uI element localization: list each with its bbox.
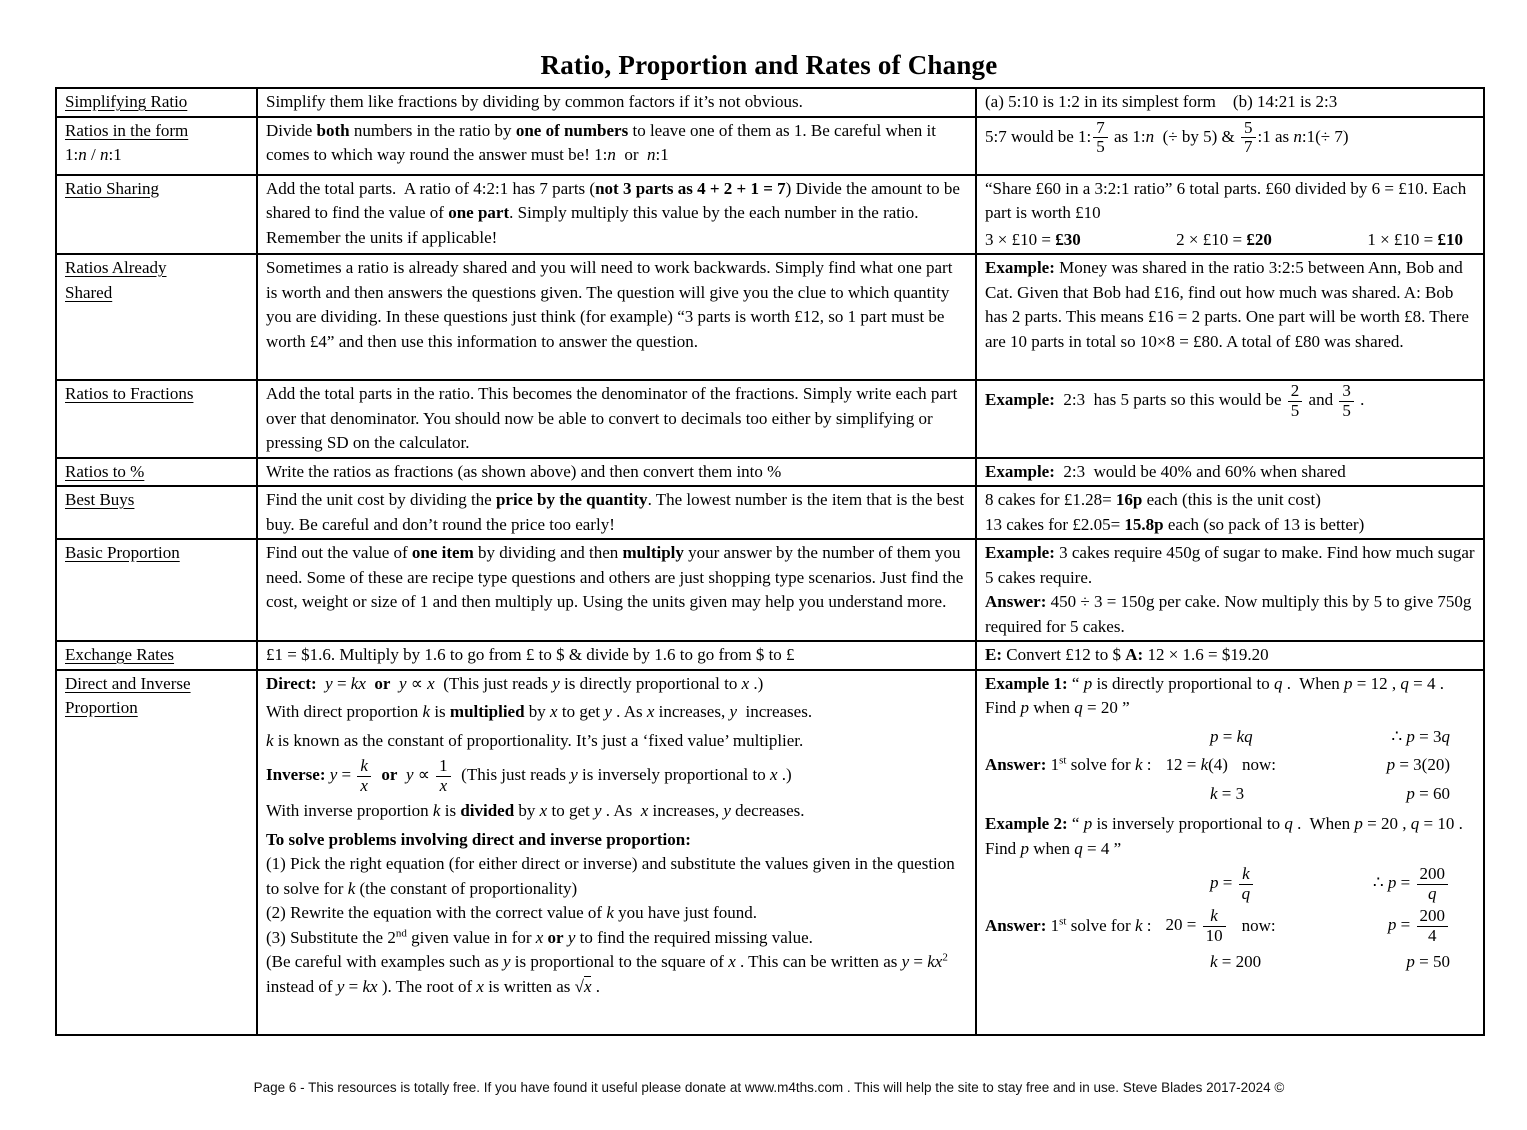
example-cell: Example: Money was shared in the ratio 3:2:5 between Ann, Bob and Cat. Given that Bob had £16, find out how much was shared. A: Bob has 2 parts. This means £16 = 2 parts. One part will be worth £8. There are 10 parts in total so 10×8 = £80. A total of £80 was shared. [976, 254, 1484, 380]
table-row [56, 175, 1484, 255]
example-cell: Example: 2:3 has 5 parts so this would be $\frac{2}{5}$ and $\frac{3}{5}$ . [976, 380, 1484, 458]
table-row [56, 641, 1484, 670]
table-row [56, 88, 1484, 117]
page-footer: Page 6 - This resources is totally free. If you have found it useful please donate at www.m4ths.com . This will help the site to stay free and in use. Steve Blades 2017-2024 © [253, 1079, 1285, 1095]
example-cell: Example: 2:3 would be 40% and 60% when shared [976, 458, 1484, 487]
topic-cell: Direct and Inverse Proportion [56, 670, 257, 1035]
explanation-cell: Add the total parts. A ratio of 4:2:1 has 7 parts (not 3 parts as 4 + 2 + 1 = 7) Divide the amount to be shared to find the value of one part. Simply multiply this value by the each number in the ratio. Remember the units if applicable! [257, 175, 976, 255]
topic-cell: Ratios to % [56, 458, 257, 487]
explanation-cell: Find out the value of one item by dividing and then multiply your answer by the number of them you need. Some of these are recipe type questions and others are just shopping type scenarios. Just find the cost, weight or size of 1 and then multiply up. Using the units given may help you understand more. [257, 539, 976, 641]
topic-cell: Basic Proportion [56, 539, 257, 641]
explanation-cell: Direct: y = kx or y ∝ x (This just reads y is directly proportional to x .) With direct proportion k is multiplied by x to get y . As x increases, y increases. k is known as the constant of proportionality. It’s just a ‘fixed value’ multiplier. Inverse: y = $\frac{k}{x}$ or y ∝ $\frac{1}{x}$ (This just reads y is inversely proportional to x .) With inverse proportion k is divided by x to get y . As x increases, y decreases. To solve problems involving direct and inverse proportion: (1) Pick the right equation (for either direct or inverse) and substitute the values given in the question to solve for k (the constant of proportionality) (2) Rewrite the equation with the correct value of k you have just found. (3) Substitute the 2nd given value in for x or y to find the required missing value. (Be careful with examples such as y is proportional to the square of x . This can be written as $y = kx^2$ instead of y = kx ). The root of x is written as √x . [257, 670, 976, 1035]
table-row [56, 458, 1484, 487]
explanation-cell: Sometimes a ratio is already shared and you will need to work backwards. Simply find what one part is worth and then answers the questions given. The question will give you the clue to which quantity you are dividing. In these questions just think (for example) “3 parts is worth £12, so 1 part must be worth £4” and then use this information to answer the question. [257, 254, 976, 380]
table-row [56, 486, 1484, 539]
topic-cell: Best Buys [56, 486, 257, 539]
example-cell: E: Convert £12 to $ A: 12 × 1.6 = $19.20 [976, 641, 1484, 670]
topic-cell: Ratios Already Shared [56, 254, 257, 380]
topic-cell: Simplifying Ratio [56, 88, 257, 117]
example-cell: 8 cakes for £1.28= 16p each (this is the unit cost) 13 cakes for £2.05= 15.8p each (so pack of 13 is better) [976, 486, 1484, 539]
topic-cell: Ratios to Fractions [56, 380, 257, 458]
table-row [56, 380, 1484, 458]
explanation-cell: Add the total parts in the ratio. This becomes the denominator of the fractions. Simply write each part over that denominator. You should now be able to convert to decimals too either by simplifying or pressing SD on the calculator. [257, 380, 976, 458]
document-page [0, 50, 1527, 1130]
explanation-cell: Write the ratios as fractions (as shown above) and then convert them into % [257, 458, 976, 487]
page-title: Ratio, Proportion and Rates of Change [540, 50, 998, 80]
topic-cell: Ratio Sharing [56, 175, 257, 255]
example-cell: 5:7 would be 1: $\frac{7}{5}$ as 1:n (÷ by 5) & $\frac{5}{7}$ :1 as n:1(÷ 7) [976, 117, 1484, 175]
example-cell: Example 1: “ p is directly proportional to q . When p = 12 , q = 4 . Find p when q = 20 ” p = kq ∴ p = 3q Answer: 1st solve for k : 12 = k(4) now: p = 3(20) k = 3 p = 60 Example 2: “ p is inversely proportional to q . When p = 20 , q = 10 . Find p when q = 4 ” p = $\frac{k}{q}$ ∴ p = $\frac{200}{q}$ Answer: 1st solve for k : 20 = $\frac{k}{10}$ now: p = $\frac{200}{4}$ k = 200 p = 50 [976, 670, 1484, 1035]
example-cell: “Share £60 in a 3:2:1 ratio” 6 total parts. £60 divided by 6 = £10. Each part is worth £10 3 × £10 = £30 2 × £10 = £20 1 × £10 = £10 [976, 175, 1484, 255]
topic-cell: Ratios in the form 1:n / n:1 [56, 117, 257, 175]
revision-table [55, 87, 1485, 1036]
table-row [56, 117, 1484, 175]
explanation-cell: Find the unit cost by dividing the price by the quantity. The lowest number is the item that is the best buy. Be careful and don’t round the price too early! [257, 486, 976, 539]
explanation-cell: Divide both numbers in the ratio by one of numbers to leave one of them as 1. Be careful when it comes to which way round the answer must be! 1:n or n:1 [257, 117, 976, 175]
example-cell: (a) 5:10 is 1:2 in its simplest form (b) 14:21 is 2:3 [976, 88, 1484, 117]
example-cell: Example: 3 cakes require 450g of sugar to make. Find how much sugar 5 cakes require. Answer: 450 ÷ 3 = 150g per cake. Now multiply this by 5 to give 750g required for 5 cakes. [976, 539, 1484, 641]
table-row [56, 670, 1484, 1035]
table-row [56, 254, 1484, 380]
table-row [56, 539, 1484, 641]
explanation-cell: £1 = $1.6. Multiply by 1.6 to go from £ to $ & divide by 1.6 to go from $ to £ [257, 641, 976, 670]
explanation-cell: Simplify them like fractions by dividing by common factors if it’s not obvious. [257, 88, 976, 117]
topic-cell: Exchange Rates [56, 641, 257, 670]
